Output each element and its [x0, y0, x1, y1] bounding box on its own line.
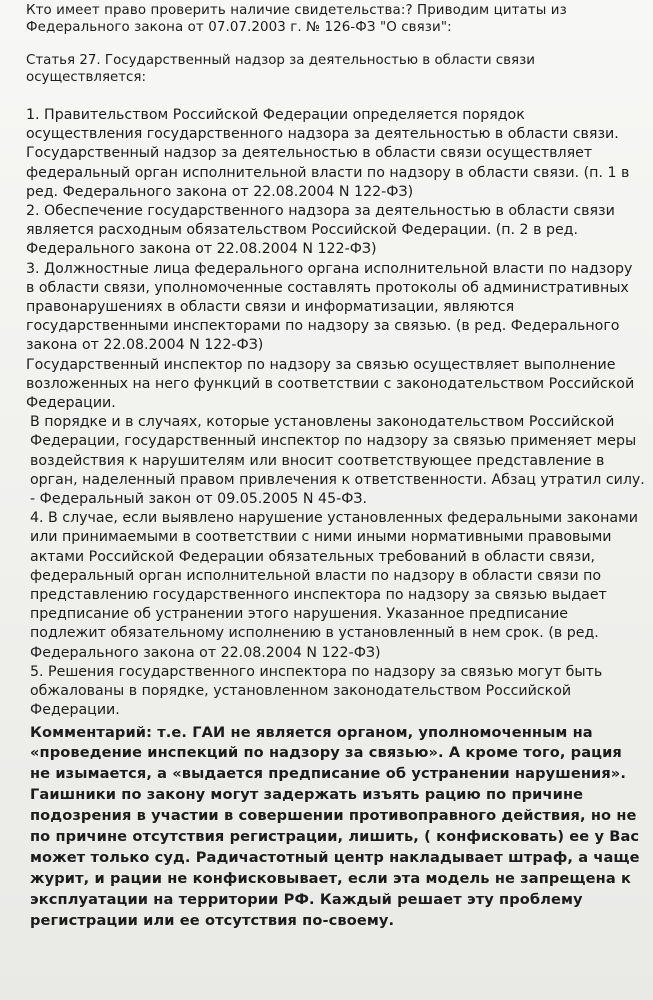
paragraph-procedure: В порядке и в случаях, которые установлены законодательством Российской Федерации, государственный инспектор по надзору за связью применяет меры воздействия к нарушителям или вносит соответствующее представление в орган, наделенный правом привлечения к ответственности. Абзац утратил силу. - Федеральный закон от 09.05.2005 N 45-ФЗ.: [30, 414, 645, 508]
paragraph-5: 5. Решения государственного инспектора по надзору за связью могут быть обжалованы в порядке, установленном законодательством Российской Федерации.: [30, 663, 603, 719]
paragraph-3: 3. Должностные лица федерального органа исполнительной власти по надзору в области связи, уполномоченные составлять протоколы об административных правонарушениях в области связи и информатизации, являются государственными инспекторами по надзору за связью. (в ред. Федерального закона от 22.08.2004 N 122-ФЗ): [26, 260, 633, 354]
paragraph-1: 1. Правительством Российской Федерации определяется порядок осуществления государственного надзора за деятельностью в области связи. Государственный надзор за деятельностью в области связи осуществляет федеральный орган исполнительной власти по надзору в области связи. (п. 1 в ред. Федерального закона от 22.08.2004 N 122-ФЗ): [26, 107, 630, 200]
paragraph-inspector: Государственный инспектор по надзору за связью осуществляет выполнение возложенных на него функций в соответствии с законодательством Российской Федерации.: [26, 356, 635, 412]
paragraph-4: 4. В случае, если выявлено нарушение установленных федеральными законами или принимаемыми в соответствии с ними иными нормативными правовыми актами Российской Федерации обязательных требований в области связи, федеральный орган исполнительной власти по надзору в области связи по представлению государственного инспектора по надзору за связью выдает предписание об устранении этого нарушения. Указанное предписание подлежит обязательному исполнению в установленный в нем срок. (в ред. Федерального закона от 22.08.2004 N 122-ФЗ): [30, 510, 638, 661]
intro-text: Кто имеет право проверить наличие свидетельства:? Приводим цитаты из Федерального закона от 07.07.2003 г. № 126-ФЗ "О связи":: [26, 3, 567, 35]
commentary: Комментарий: т.е. ГАИ не является органом, уполномоченным на «проведение инспекций по надзору за связью». А кроме того, рация не изымается, а «выдается предписание об устранении нарушения». Гаишники по закону могут задержать изъять рацию по причине подозрения в участии в совершении противоправного действия, но не по причине отсутствия регистрации, лишить, ( конфисковать) ее у Вас может только суд. Радичастотный центр накладывает штраф, а чаще журит, и рации не конфисковывает, если эта модель не запрещена к эксплуатации на территории РФ. Каждый решает эту проблему регистрации или ее отсутствия по-своему.: [30, 723, 640, 929]
paragraph-2: 2. Обеспечение государственного надзора за деятельностью в области связи является расходным обязательством Российской Федерации. (п. 2 в ред. Федерального закона от 22.08.2004 N 122-ФЗ): [26, 203, 615, 258]
article-title: Статья 27. Государственный надзор за деятельностью в области связи осуществляется:: [26, 53, 535, 85]
